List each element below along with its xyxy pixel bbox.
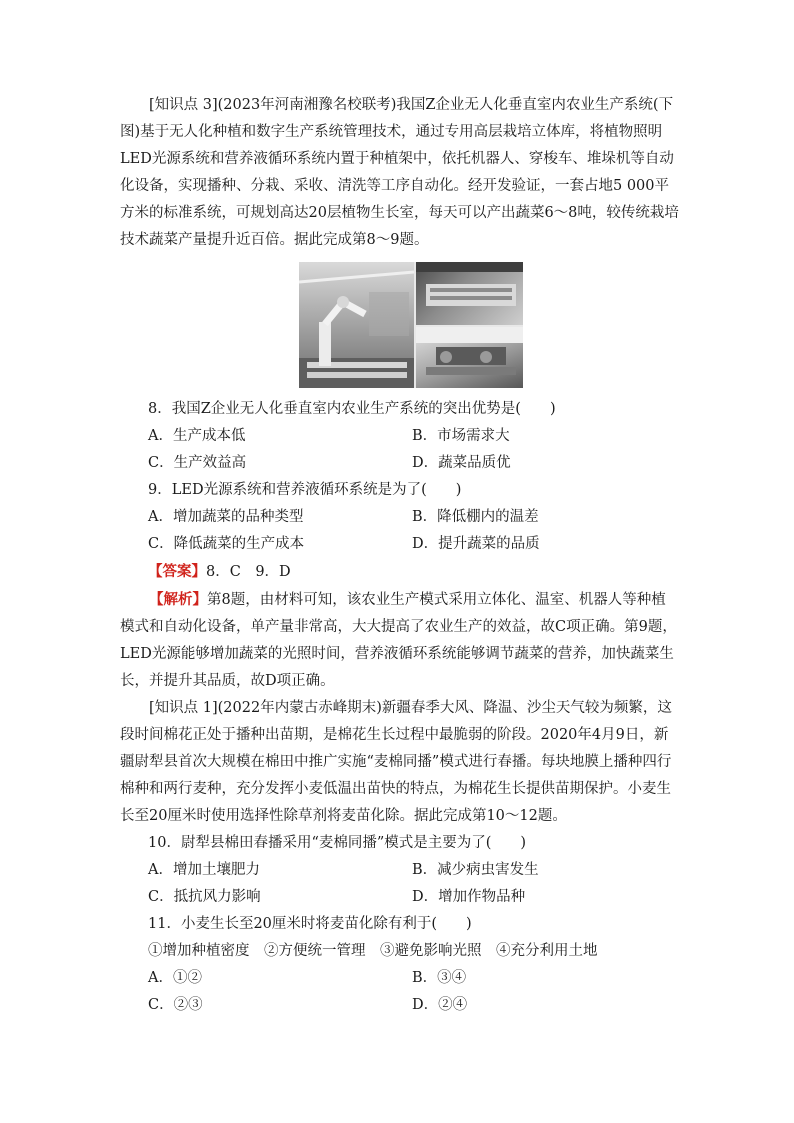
- question-11-options: [120, 965, 680, 1019]
- q8-option-b: B．市场需求大: [412, 428, 510, 444]
- q10-option-d: D．增加作物品种: [412, 889, 526, 905]
- q9-option-b: B．降低棚内的温差: [412, 509, 539, 525]
- q9-option-d: D．提升蔬菜的品质: [412, 536, 540, 552]
- answer-8-9: [120, 558, 680, 586]
- q11-option-d: D．②④: [412, 997, 468, 1013]
- q11-option-c: C．②③: [148, 997, 203, 1013]
- q8-option-d: D．蔬菜品质优: [412, 455, 511, 471]
- q11-option-b: B．③④: [412, 970, 467, 986]
- q10-option-c: C．抵抗风力影响: [148, 889, 261, 905]
- question-9-options: [120, 504, 680, 558]
- analysis-tag: 【解析】: [149, 591, 207, 608]
- analysis-text: 第8题，由材料可知，该农业生产模式采用立体化、温室、机器人等种植模式和自动化设备，单产量非常高，大大提高了农业生产的效益，故C项正确。第9题，LED光源能够增加蔬菜的光照时间，营养液循环系统能够调节蔬菜的营养，加快蔬菜生长，并提升其品质，故D项正确。: [120, 592, 677, 689]
- q10-option-b: B．减少病虫害发生: [412, 862, 539, 878]
- q10-option-a: A．增加土壤肥力: [148, 862, 260, 878]
- question-10-stem: 10．尉犁县棉田春播采用“麦棉同播”模式是主要为了( ): [148, 835, 527, 851]
- q9-option-c: C．降低蔬菜的生产成本: [148, 536, 305, 552]
- question-11-stem: 11．小麦生长至20厘米时将麦苗化除有利于( ): [148, 916, 472, 932]
- q8-option-a: A．生产成本低: [148, 428, 246, 444]
- passage-knowledge-3: [知识点 3](2023年河南湘豫名校联考)我国Z企业无人化垂直室内农业生产系统(下图)基于无人化种植和数字生产系统管理技术，通过专用高层栽培立体库，将植物照明LED光源系统和营养液循环系统内置于种植架中，依托机器人、穿梭车、堆垛机等自动化设备，实现播种、分栽、采收、清洗等工序自动化。经开发验证，一套占地5 000平方米的标准系统，可规划高达20层植物生长室，每天可以产出蔬菜6～8吨，较传统栽培技术蔬菜产量提升近百倍。据此完成第8～9题。: [120, 97, 679, 248]
- answer-tag: 【答案】: [148, 563, 206, 580]
- q11-option-a: A．①②: [148, 970, 202, 986]
- gripper-photo: [416, 327, 523, 388]
- robot-arm-photo: [299, 262, 414, 388]
- analysis-8-9: [120, 586, 680, 695]
- q9-option-a: A．增加蔬菜的品种类型: [148, 509, 304, 525]
- answer-text: 8．C 9．D: [206, 564, 291, 580]
- passage-knowledge-1: [知识点 1](2022年内蒙古赤峰期末)新疆春季大风、降温、沙尘天气较为频繁，这段时间棉花正处于播种出苗期，是棉花生长过程中最脆弱的阶段。2020年4月9日，新疆尉犁县首次大规模在棉田中推广实施“麦棉同播”模式进行春播。每块地膜上播种四行棉种和两行麦种，充分发挥小麦低温出苗快的特点，为棉花生长提供苗期保护。小麦生长至20厘米时使用选择性除草剂将麦苗化除。据此完成第10～12题。: [120, 700, 672, 824]
- question-9-stem: 9．LED光源系统和营养液循环系统是为了( ): [148, 482, 462, 498]
- q8-option-c: C．生产效益高: [148, 455, 247, 471]
- question-8-stem: 8．我国Z企业无人化垂直室内农业生产系统的突出优势是( ): [148, 401, 556, 417]
- conveyor-photo: [416, 262, 523, 325]
- question-8-options: [120, 423, 680, 477]
- content: [120, 92, 680, 1019]
- question-10-options: [120, 857, 680, 911]
- farm-robot-photo: [299, 262, 523, 388]
- question-11-items: ①增加种植密度 ②方便统一管理 ③避免影响光照 ④充分利用土地: [148, 943, 598, 959]
